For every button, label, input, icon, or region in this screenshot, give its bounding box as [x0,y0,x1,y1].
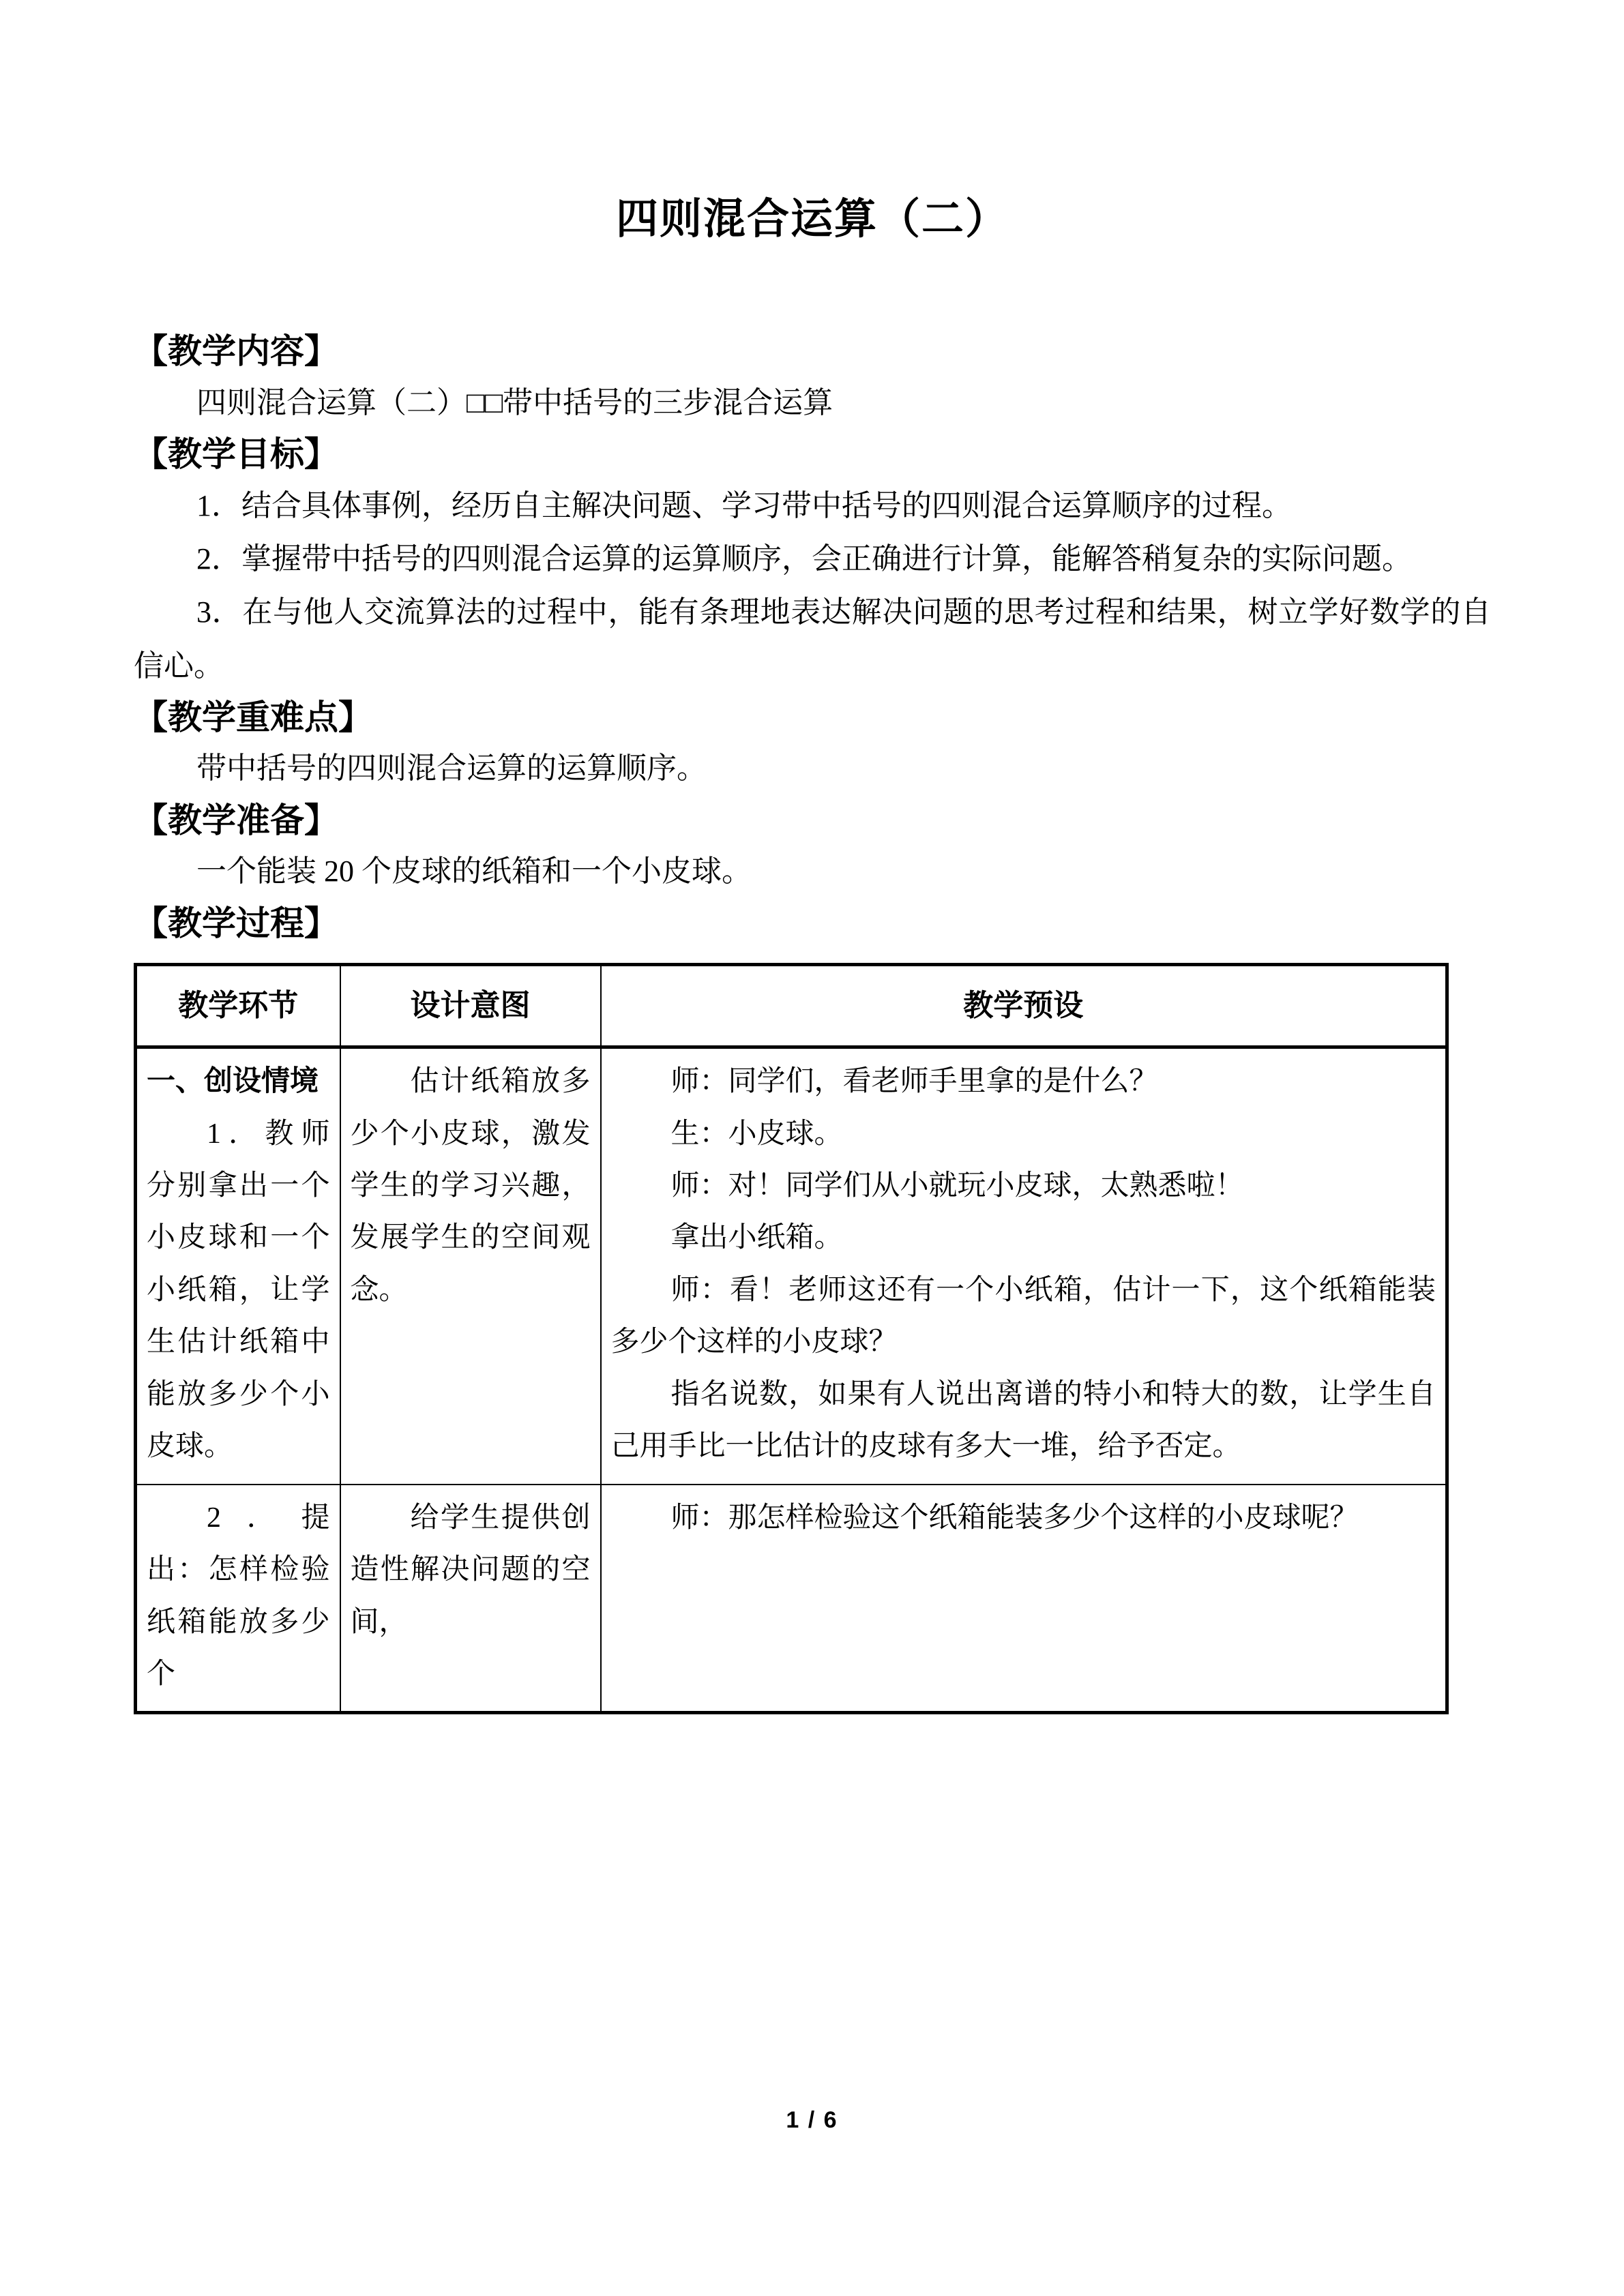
teaching-line: 指名说数，如果有人说出离谱的特小和特大的数，让学生自己用手比一比估计的皮球有多大一堆，给予否定。 [610,1378,1436,1463]
table-header-intent: 设计意图 [340,965,601,1047]
teaching-line: 师：同学们，看老师手里拿的是什么？ [670,1066,1158,1098]
title-spacer [134,245,1491,327]
key-difficulties-text: 带中括号的四则混合运算的运算顺序。 [196,751,707,786]
intent-text: 估计纸箱放多少个小皮球，激发学生的学习兴趣，发展学生的空间观念。 [350,1066,591,1306]
teaching-preparation-text: 一个能装 20 个皮球的纸箱和一个小皮球。 [196,854,752,889]
table-header-teaching: 教学预设 [601,965,1447,1047]
table-row [136,1485,1447,1713]
intent-text: 给学生提供创造性解决问题的空间， [350,1502,591,1638]
section-heading-teaching-objectives: 【教学目标】 [134,435,338,474]
teaching-line: 师：对！同学们从小就玩小皮球，太熟悉啦！ [670,1170,1244,1202]
section-heading-teaching-process: 【教学过程】 [134,904,338,942]
stage-body: 2．提出：怎样检验纸箱能放多少个 [147,1502,330,1690]
section-heading-teaching-content: 【教学内容】 [134,332,338,371]
table-header-stage: 教学环节 [136,965,340,1047]
table-cell-intent [340,1485,601,1713]
section-heading-teaching-preparation: 【教学准备】 [134,801,338,839]
table-cell-teaching [601,1485,1447,1713]
table-cell-teaching [601,1047,1447,1485]
table-cell-stage [136,1047,340,1485]
teaching-line: 拿出小纸箱。 [670,1222,843,1254]
page-footer: 1 / 6 [786,2107,838,2133]
objective-item-2: 2．掌握带中括号的四则混合运算的运算顺序，会正确进行计算，能解答稍复杂的实际问题。 [196,542,1412,576]
objective-item-1: 1．结合具体事例，经历自主解决问题、学习带中括号的四则混合运算顺序的过程。 [196,488,1292,522]
teaching-content-text: 四则混合运算（二）□□带中括号的三步混合运算 [196,385,833,419]
page-content [134,0,1491,1714]
table-row [136,1047,1447,1485]
teaching-process-table [134,963,1449,1714]
table-cell-intent [340,1047,601,1485]
teaching-line: 师：看！老师这还有一个小纸箱，估计一下，这个纸箱能装多少个这样的小皮球？ [610,1274,1436,1358]
section-heading-key-difficulties: 【教学重难点】 [134,698,372,736]
stage-body: 1．教师分别拿出一个小皮球和一个小纸箱，让学生估计纸箱中能放多少个小皮球。 [147,1118,330,1463]
teaching-line: 师：那怎样检验这个纸箱能装多少个这样的小皮球呢？ [670,1502,1359,1534]
page-title: 四则混合运算（二） [615,196,1009,243]
table-cell-stage [136,1485,340,1713]
objective-item-3: 3．在与他人交流算法的过程中，能有条理地表达解决问题的思考过程和结果，树立学好数学的自信心。 [134,595,1491,683]
table-header-row [136,965,1447,1047]
stage-title: 一、创设情境 [147,1066,319,1098]
teaching-line: 生：小皮球。 [670,1118,843,1150]
